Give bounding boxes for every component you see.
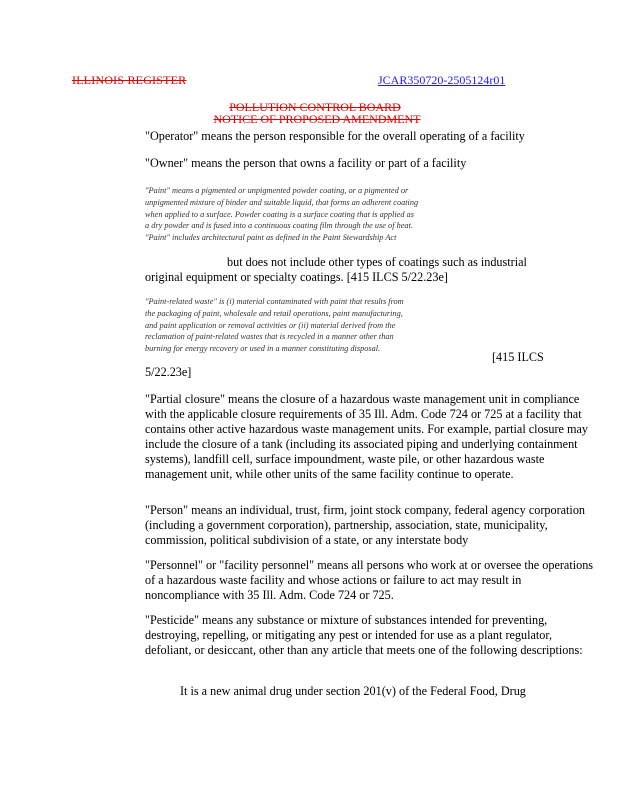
owner-definition: "Owner" means the person that owns a facility or part of a facility	[145, 156, 467, 170]
jcar-code[interactable]: JCAR350720-2505124r01	[378, 73, 506, 87]
paint-definition-continued: but does not include other types of coatings such as industrial original equipment or specialty coatings. [415 ILCS 5/22.23e]	[145, 255, 527, 284]
register-header: ILLINOIS REGISTER	[72, 73, 187, 87]
paint-waste-citation: [415 ILCS	[492, 350, 544, 364]
notice-title: NOTICE OF PROPOSED AMENDMENT	[213, 112, 421, 126]
personnel-definition: "Personnel" or "facility personnel" means all persons who work at or oversee the operations of a hazardous waste facility and whose actions or failure to act may result in noncompliance with 35 Ill. Adm. Code 724 or 725.	[145, 558, 594, 602]
paint-waste-citation-cont: 5/22.23e]	[145, 365, 192, 379]
partial-closure-definition: "Partial closure" means the closure of a hazardous waste management unit in compliance with the applicable closure requirements of 35 Ill. Adm. Code 724 or 725 at a facility that contains other active hazardous waste management units. For example, partial closure may include the closure of a tank (including its associated piping and underlying containment systems), landfill cell, surface impoundment, waste pile, or other hazardous waste management unit, while other units of the same facility continue to operate.	[145, 392, 588, 481]
drug-description: It is a new animal drug under section 201(v) of the Federal Food, Drug	[180, 684, 526, 698]
paint-waste-definition-inserted: "Paint-related waste" is (i) material contaminated with paint that results from the packaging of paint, wholesale and retail operations, paint manufacturing, and paint application or removal activities or (ii) material derived from the reclamation of paint-related wastes that is recycled in a manner other than burning for energy recovery or used in a manner constituting disposal.	[145, 297, 404, 354]
paint-definition-inserted: "Paint" means a pigmented or unpigmented powder coating, or a pigmented or unpigmented mixture of binder and suitable liquid, that forms an adherent coating when applied to a surface. Powder coating is a surface coating that is applied as a dry powder and is fused into a continuous coating film through the use of heat. "Paint" includes architectural paint as defined in the Paint Stewardship Act	[145, 186, 419, 243]
person-definition: "Person" means an individual, trust, firm, joint stock company, federal agency corporation (including a government corporation), partnership, association, state, municipality, commission, political subdivision of a state, or any interstate body	[145, 503, 586, 547]
pesticide-definition: "Pesticide" means any substance or mixture of substances intended for preventing, destroying, repelling, or mitigating any pest or intended for use as a plant regulator, defoliant, or desiccant, other than any article that meets one of the following descriptions:	[145, 613, 583, 657]
board-title: POLLUTION CONTROL BOARD	[229, 100, 401, 114]
operator-definition: "Operator" means the person responsible for the overall operating of a facility	[145, 129, 525, 143]
